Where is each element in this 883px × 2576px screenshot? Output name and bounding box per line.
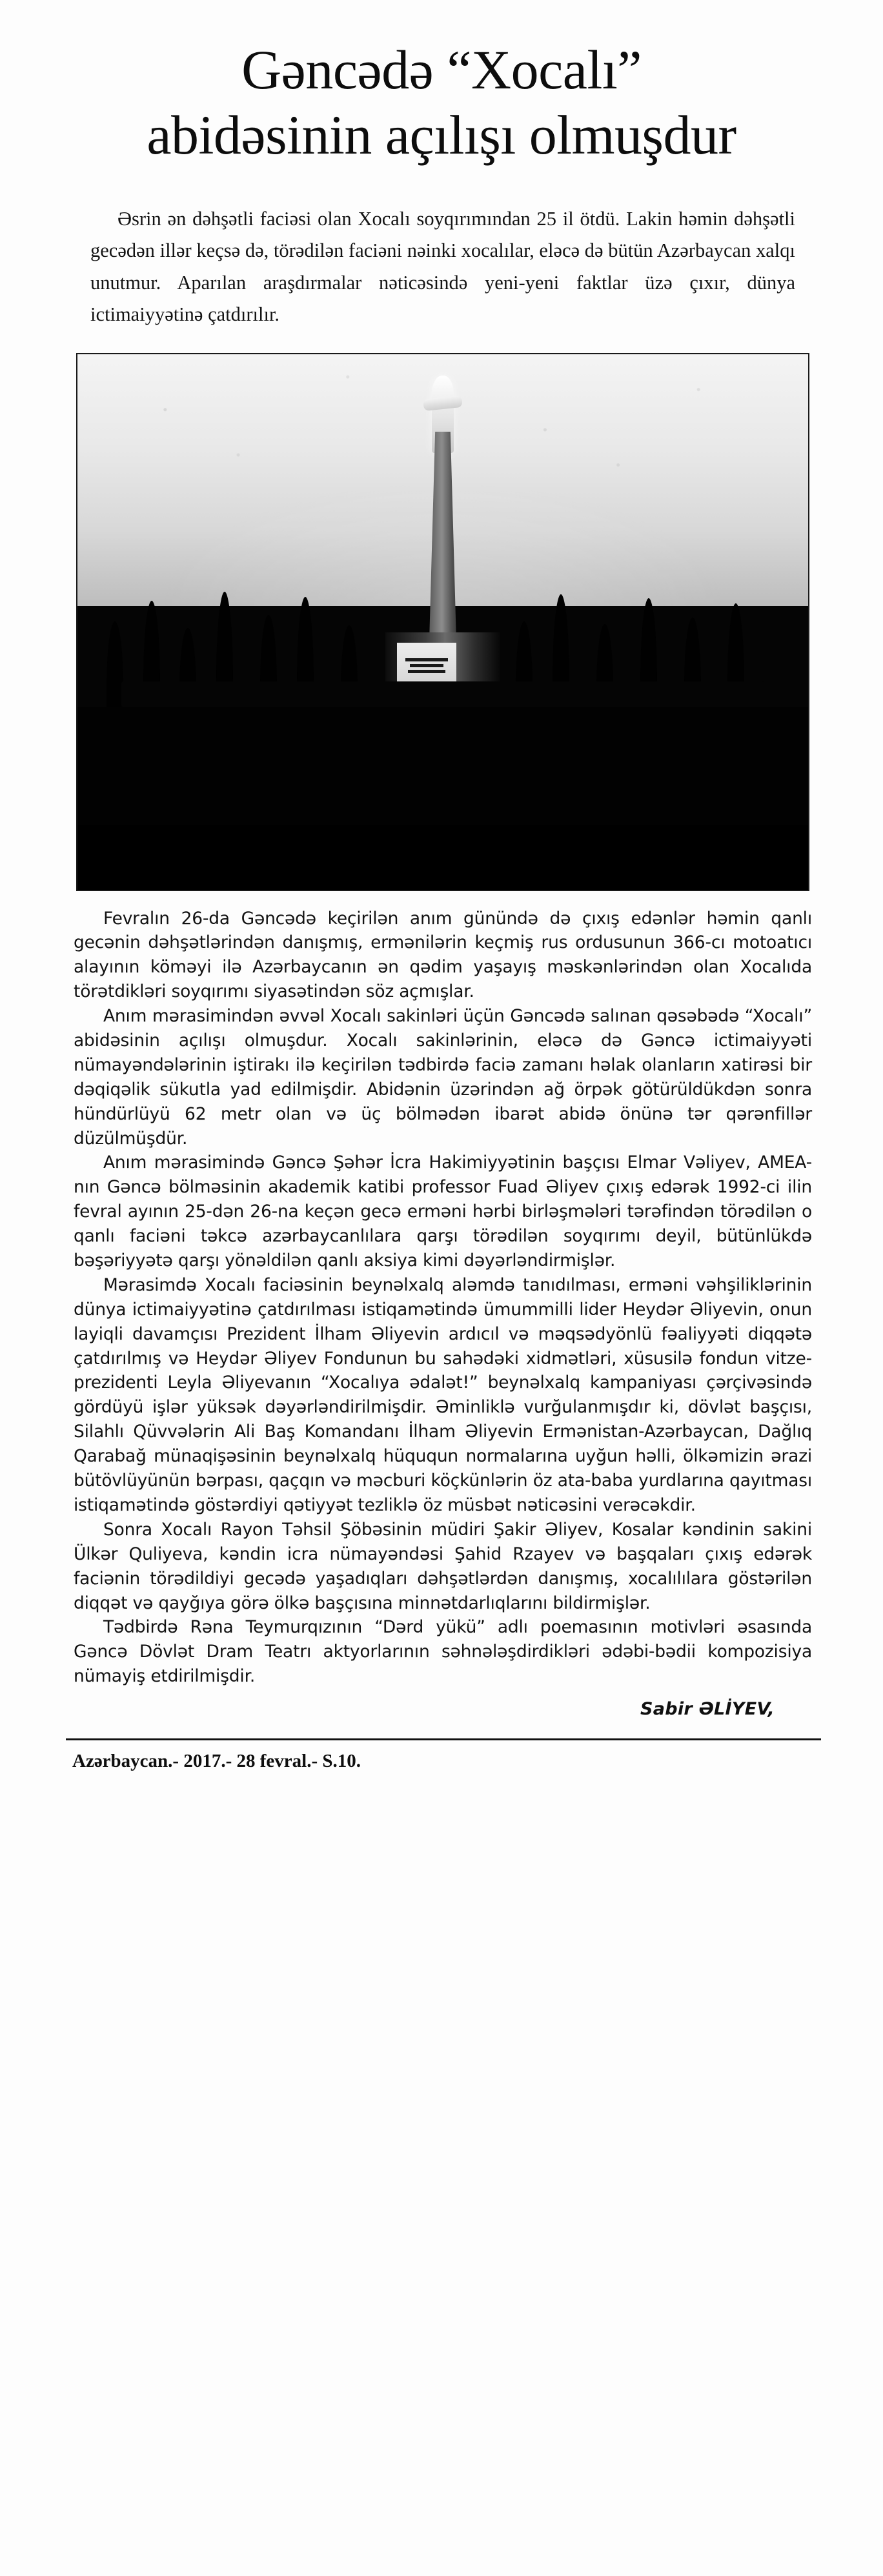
monument-ledge	[121, 681, 764, 707]
photo-canvas	[77, 354, 808, 890]
article-photo	[76, 353, 809, 891]
paragraph: Fevralın 26-da Gəncədə keçirilən anım günündə də çıxış edənlər həmin qanlı gecənin dəhşətlərindən danışmış, ermənilərin keçmiş rus ordusunun 366-cı motoatıcı alayının köməyi ilə Azərbaycanın ən qədim yaşayış məskənlərindən olan Xocalıda törətdikləri soyqırımı siyasətindən söz açmışlar.	[74, 908, 812, 1002]
article-body	[74, 907, 812, 1689]
paragraph: Anım mərasimindən əvvəl Xocalı sakinləri üçün Gəncədə salınan qəsəbədə “Xocalı” abidəsinin açılışı olmuşdur. Xocalı sakinlərinin, eləcə də Gəncə ictimaiyyəti nümayəndələrinin iştirakı ilə keçirilən tədbirdə faciə zamanı həlak olanların xatirəsi bir dəqiqəlik sükutla yad edilmişdir. Abidənin üzərindən ağ örpək götürüldükdən sonra hündürlüyü 62 metr olan və üç bölmədən ibarət abidə önünə tər qərənfillər düzülmüşdür.	[74, 1006, 812, 1149]
paragraph: Mərasimdə Xocalı faciəsinin beynəlxalq aləmdə tanıdılması, erməni vəhşiliklərinin dünya ictimaiyyətinə çatdırılması istiqamətində ümummilli lider Heydər Əliyevin, onun layiqli davamçısı Prezident İlham Əliyevin ardıcıl və məqsədyönlü fəaliyyəti diqqətə çatdırılmış və Heydər Əliyev Fondunun bu sahədəki xidmətləri, xüsusilə fondun vitze-prezidenti Leyla Əliyevanın “Xocalıya ədalət!” beynəlxalq kampaniyası çərçivəsində gördüyü işlər yüksək dəyərləndirilmişdir. Əminliklə vurğulanmışdır ki, dövlət başçısı, Silahlı Qüvvələrin Ali Baş Komandanı İlham Əliyevin Ermənistan-Azərbaycan, Dağlıq Qarabağ münaqişəsinin beynəlxalq hüququn normalarına uyğun həlli, ölkəmizin ərazi bütövlüyünün bərpası, qaçqın və məcburi köçkünlərin öz ata-baba yurdlarına qayıtması istiqamətində göstərdiyi qətiyyət tezliklə öz müsbət nəticəsini verəcəkdir.	[74, 1274, 812, 1515]
lead-paragraph	[90, 203, 795, 331]
paragraph: Sonra Xocalı Rayon Təhsil Şöbəsinin müdiri Şakir Əliyev, Kosalar kəndinin sakini Ülkər Quliyeva, kəndin icra nümayəndəsi Şahid Rzayev və başqaları çıxış edərək faciənin törədildiyi gecədə yaşadıqları dəhşətlərdən danışmış, xocalılılara göstərilən diqqət və qayğıya görə ölkə başçısına minnətdarlıqlarını bildirmişlər.	[74, 1519, 812, 1613]
source-citation: Azərbaycan.- 2017.- 28 fevral.- S.10.	[72, 1751, 361, 1772]
page-title	[36, 37, 847, 168]
headline-line-2: abidəsinin açılışı olmuşdur	[147, 104, 736, 166]
divider	[66, 1738, 821, 1740]
headline-line-1: Gəncədə “Xocalı”	[241, 39, 642, 101]
article-byline: Sabir ƏLİYEV,	[640, 1699, 775, 1720]
paragraph: Tədbirdə Rəna Teymurqızının “Dərd yükü” adlı poemasının motivləri əsasında Gəncə Dövlət Dram Teatrı aktyorlarının səhnələşdirdikləri ədəbi-bədii kompozisiya nümayiş etdirilmişdir.	[74, 1617, 812, 1687]
lead-text: Əsrin ən dəhşətli faciəsi olan Xocalı soyqırımından 25 il ötdü. Lakin həmin dəhşətli gecədən illər keçsə də, törədilən faciəni nəinki xocalılar, eləcə də bütün Azərbaycan xalqı unutmur. Aparılan araşdırmalar nəticəsində yeni-yeni faktlar üzə çıxır, dünya ictimaiyyətinə çatdırılır.	[90, 207, 795, 326]
paragraph: Anım mərasimində Gəncə Şəhər İcra Hakimiyyətinin başçısı Elmar Vəliyev, AMEA-nın Gəncə bölməsinin akademik katibi professor Fuad Əliyev çıxış edərək 1992-ci ilin fevral ayının 25-dən 26-na keçən gecə erməni hərbi birləşmələri tərəfindən törədilən o qanlı faciəni təkcə azərbaycanlılara qarşı törədilən soyqırımı deyil, bütünlükdə bəşəriyyətə qarşı yönəldilən qanlı aksiya kimi dəyərləndirmişlər.	[74, 1152, 812, 1271]
photo-foreground	[77, 825, 808, 890]
